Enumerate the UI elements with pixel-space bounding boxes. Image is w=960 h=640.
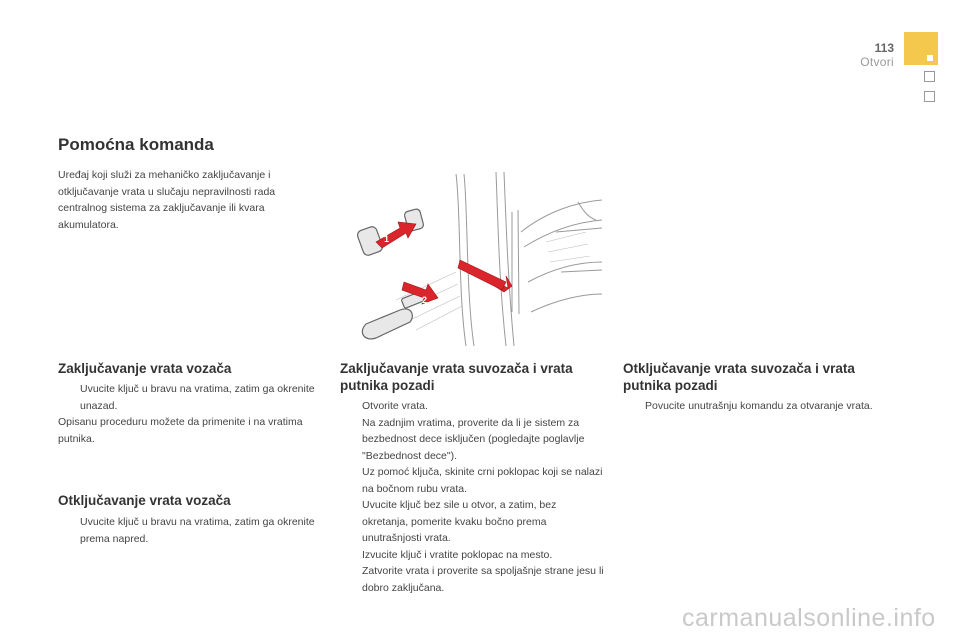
chapter-tab[interactable]: [924, 91, 935, 102]
section-heading-unlock-driver: Otključavanje vrata vozača: [58, 493, 231, 508]
list-item: Uvucite ključ bez sile u otvor, a zatim, bez okretanja, pomerite kvaku bočno prema unutrašnjosti vrata.: [362, 499, 557, 544]
lock-driver-note: Opisanu proceduru možete da primenite i na vratima putnika.: [58, 416, 303, 445]
list-item: Povucite unutrašnju komandu za otvaranje vrata.: [645, 400, 873, 412]
chapter-tab[interactable]: [924, 71, 935, 82]
lock-passenger-steps: [340, 398, 604, 596]
section-heading-lock-passenger: Zaključavanje vrata suvozača i vrata putnika pozadi: [340, 361, 573, 393]
list-item: Izvucite ključ i vratite poklopac na mesto.: [362, 548, 553, 561]
unlock-passenger-steps: [623, 398, 887, 415]
list-item: Na zadnjim vratima, proverite da li je sistem za bezbednost dece isključen (pogledajte poglavlje "Bezbednost dece").: [362, 416, 585, 462]
door-lock-illustration: [356, 172, 602, 346]
page-title: Pomoćna komanda: [58, 135, 214, 154]
intro-paragraph: Uređaj koji služi za mehaničko zaključavanje i otključavanje vrata u slučaju nepravilnosti rada centralnog sistema za zaključavanje ili kvara akumulatora.: [58, 169, 276, 231]
section-name: Otvori: [860, 55, 894, 69]
unlock-driver-steps: [58, 514, 316, 547]
list-item: Uvucite ključ u bravu na vratima, zatim ga okrenite prema napred.: [80, 516, 315, 545]
list-item: Uvucite ključ u bravu na vratima, zatim ga okrenite unazad.: [80, 383, 315, 412]
tab-indicator-icon: [927, 55, 933, 61]
illustration-marker-2: 2: [422, 295, 428, 305]
list-item: Uz pomoć ključa, skinite crni poklopac koji se nalazi na bočnom rubu vrata.: [362, 466, 603, 495]
illustration-marker-1: 1: [384, 234, 390, 244]
list-item: Otvorite vrata.: [362, 400, 428, 412]
chapter-tab-active[interactable]: [904, 32, 938, 65]
section-heading-lock-driver: Zaključavanje vrata vozača: [58, 361, 232, 376]
page-number: 113: [874, 41, 894, 55]
section-heading-unlock-passenger: Otključavanje vrata suvozača i vrata putnika pozadi: [623, 361, 855, 393]
lock-driver-steps: [58, 381, 316, 414]
list-item: Zatvorite vrata i proverite sa spoljašnje strane jesu li dobro zaključana.: [362, 565, 604, 594]
watermark: carmanualsonline.info: [682, 604, 936, 632]
